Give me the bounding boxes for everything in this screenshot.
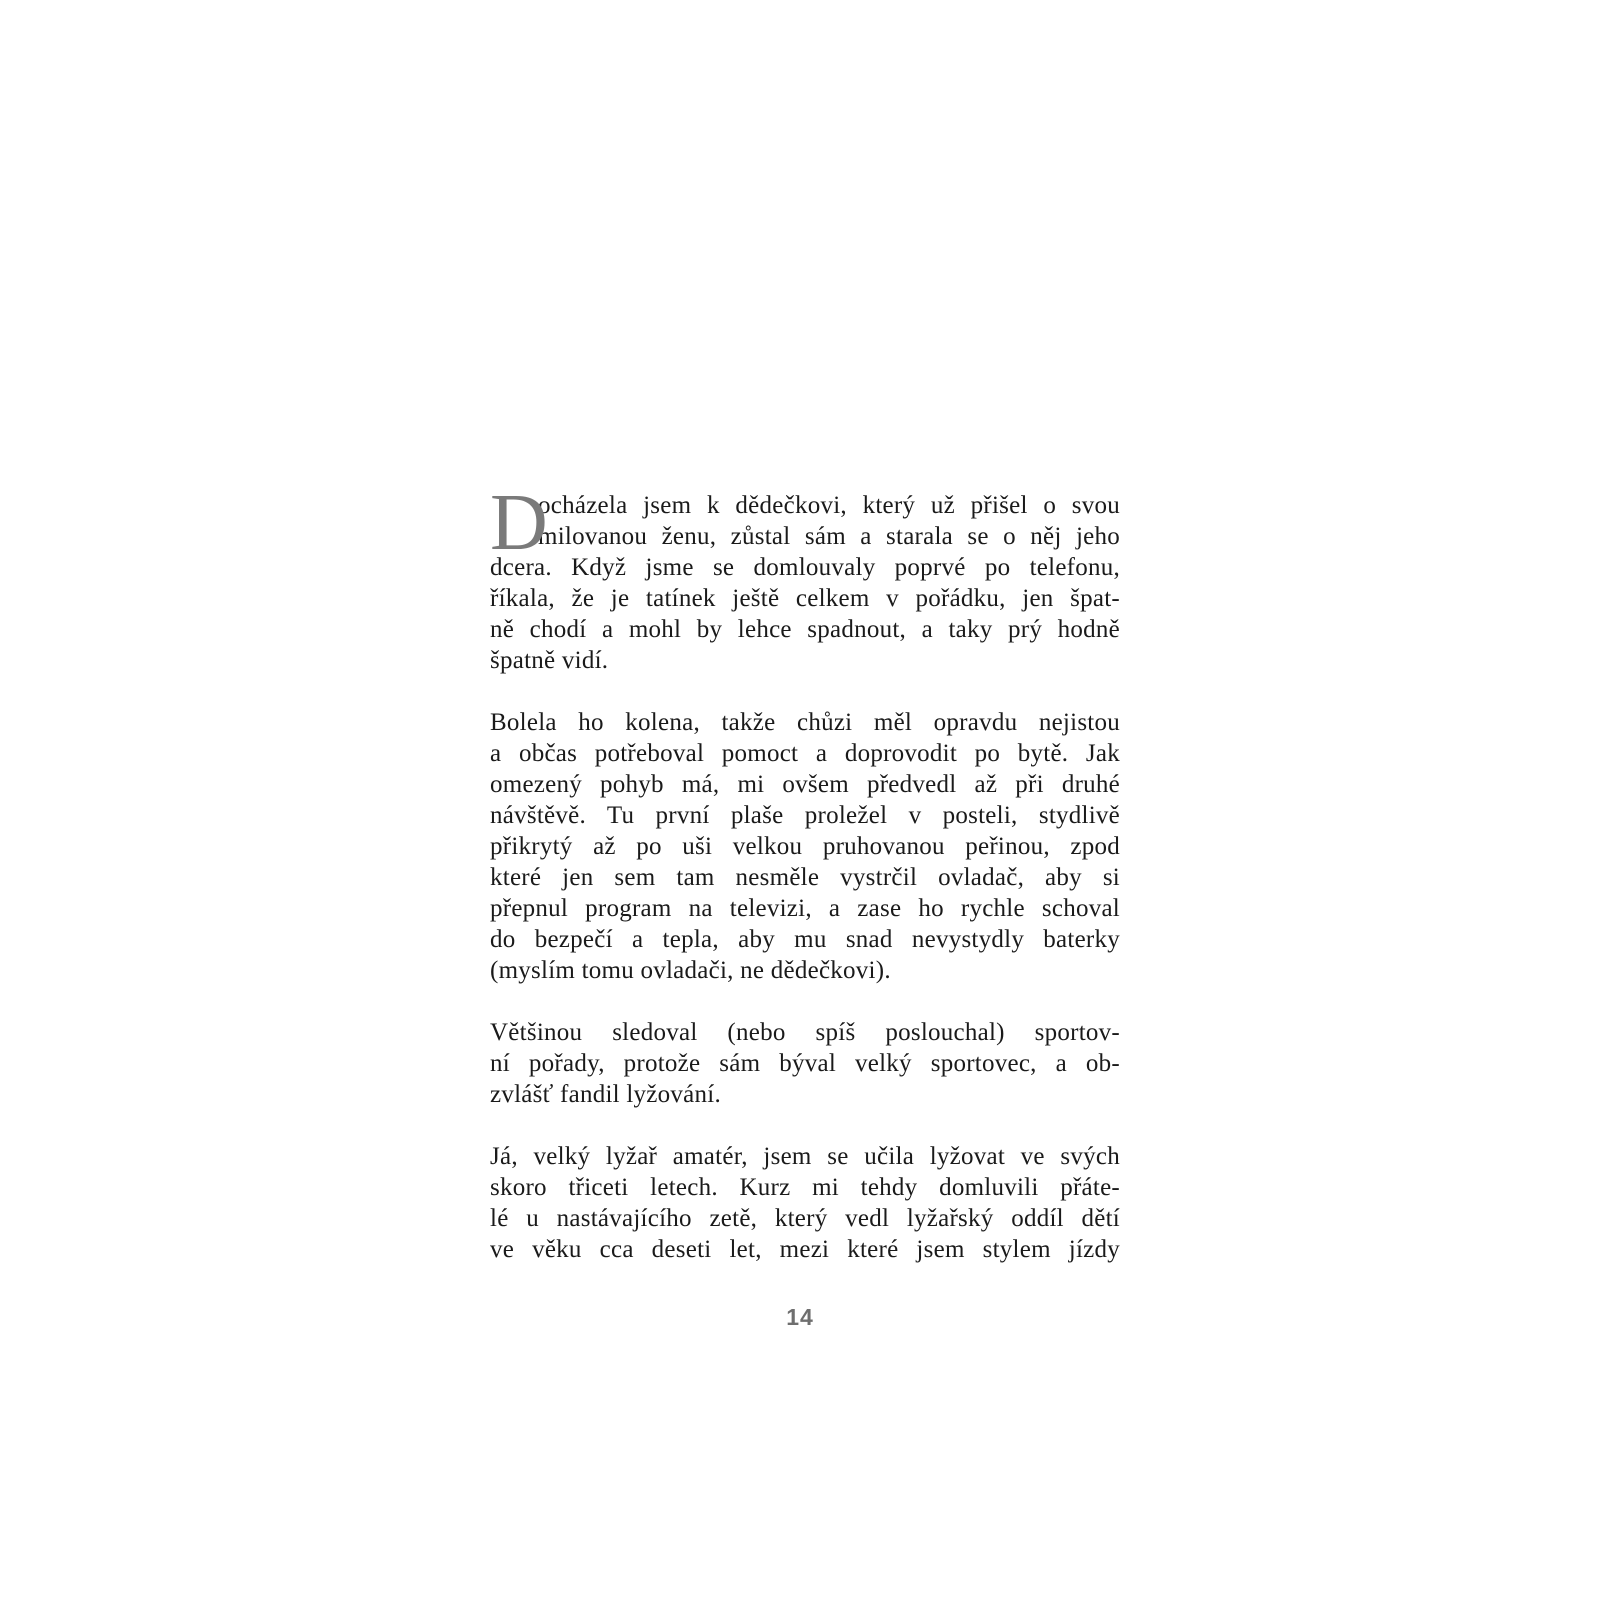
- text-line: ve věku cca deseti let, mezi které jsem stylem jízdy: [490, 1236, 1120, 1263]
- text-line: milovanou ženu, zůstal sám a starala se o něj jeho: [538, 523, 1120, 550]
- text-line: přikrytý až po uši velkou pruhovanou peřinou, zpod: [490, 833, 1120, 860]
- paragraph-1: [490, 479, 1120, 676]
- text-line: dcera. Když jsme se domlouvaly poprvé po telefonu,: [490, 554, 1120, 581]
- text-line: lé u nastávajícího zetě, který vedl lyžařský oddíl dětí: [490, 1205, 1120, 1232]
- text-line: Bolela ho kolena, takže chůzi měl opravdu nejistou: [490, 709, 1120, 736]
- text-line: skoro třiceti letech. Kurz mi tehdy domluvili přáte-: [490, 1174, 1120, 1201]
- text-line: a občas potřeboval pomoct a doprovodit po bytě. Jak: [490, 740, 1120, 767]
- line-text: ocházela jsem k dědečkovi, který už přišel o svou: [538, 492, 1120, 519]
- paragraph-gap: [490, 1110, 1120, 1141]
- paragraph-gap: [490, 986, 1120, 1017]
- drop-cap: D: [490, 479, 549, 567]
- text-line: do bezpečí a tepla, aby mu snad nevystydly baterky: [490, 926, 1120, 953]
- text-line: ní pořady, protože sám býval velký sportovec, a ob-: [490, 1050, 1120, 1077]
- text-line: které jen sem tam nesměle vystrčil ovladač, aby si: [490, 864, 1120, 891]
- body-text: [490, 479, 1120, 1265]
- text-line: ně chodí a mohl by lehce spadnout, a taky prý hodně: [490, 616, 1120, 643]
- text-line: špatně vidí.: [490, 647, 609, 674]
- text-line: návštěvě. Tu první plaše proležel v posteli, stydlivě: [490, 802, 1120, 829]
- page-number: 14: [786, 1304, 814, 1330]
- text-line: (myslím tomu ovladači, ne dědečkovi).: [490, 957, 891, 984]
- paragraph-gap: [490, 676, 1120, 707]
- text-line: Většinou sledoval (nebo spíš poslouchal) sportov-: [490, 1019, 1120, 1046]
- text-line: zvlášť fandil lyžování.: [490, 1081, 721, 1108]
- paragraph-4: [490, 1141, 1120, 1265]
- text-line: Já, velký lyžař amatér, jsem se učila lyžovat ve svých: [490, 1143, 1120, 1170]
- text-line: omezený pohyb má, mi ovšem předvedl až při druhé: [490, 771, 1120, 798]
- text-line: přepnul program na televizi, a zase ho rychle schoval: [490, 895, 1120, 922]
- paragraph-3: [490, 1017, 1120, 1110]
- paragraph-2: [490, 707, 1120, 986]
- text-line: říkala, že je tatínek ještě celkem v pořádku, jen špat-: [490, 585, 1120, 612]
